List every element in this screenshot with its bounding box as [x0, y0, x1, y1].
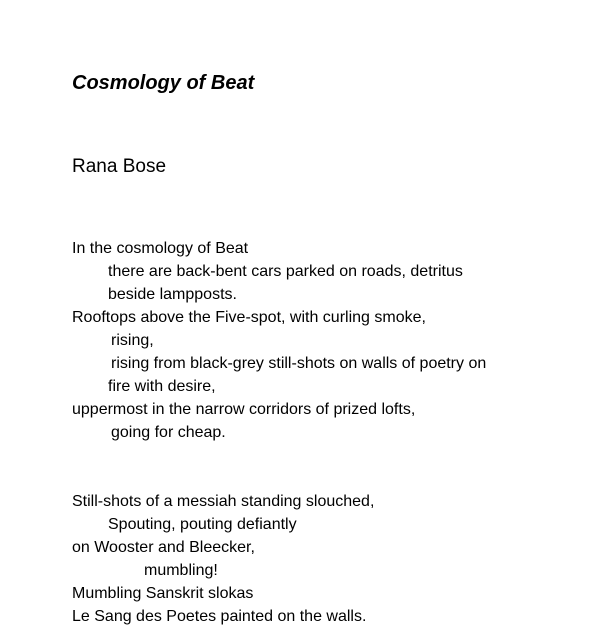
poem-line: Mumbling Sanskrit slokas: [72, 585, 254, 602]
poem-line: Le Sang des Poetes painted on the walls.: [72, 608, 367, 625]
poem-line: there are back-bent cars parked on roads, detritus: [108, 263, 463, 280]
poem-line: Rooftops above the Five-spot, with curling smoke,: [72, 309, 426, 326]
poem-line: fire with desire,: [108, 378, 216, 395]
poem-author: Rana Bose: [72, 156, 167, 177]
poem-line: uppermost in the narrow corridors of prized lofts,: [72, 401, 416, 418]
poem-line: rising from black-grey still-shots on walls of poetry on: [111, 355, 487, 372]
poem-line: Spouting, pouting defiantly: [108, 516, 297, 533]
poem-line: on Wooster and Bleecker,: [72, 539, 255, 556]
poem-line: In the cosmology of Beat: [72, 240, 249, 257]
poem-line: mumbling!: [144, 562, 218, 579]
poem-title: Cosmology of Beat: [72, 72, 255, 94]
poem-line: rising,: [111, 332, 154, 349]
poem-line: Still-shots of a messiah standing slouched,: [72, 493, 375, 510]
poem-line: going for cheap.: [111, 424, 226, 441]
poem-line: beside lampposts.: [108, 286, 237, 303]
